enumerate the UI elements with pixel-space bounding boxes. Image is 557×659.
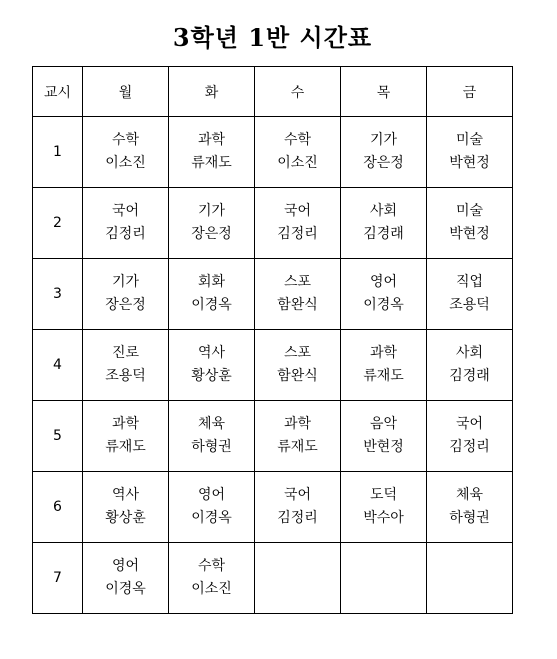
class-cell-fri [427, 472, 513, 543]
timetable-row [33, 188, 513, 259]
teacher-name: 반현정 [363, 439, 404, 455]
class-cell-thu [341, 188, 427, 259]
subject-name: 수학 [283, 132, 312, 148]
teacher-name: 장은정 [105, 297, 146, 313]
teacher-name: 김정리 [105, 226, 146, 242]
period-header: 교시 [33, 67, 83, 117]
subject-name: 역사 [197, 345, 226, 361]
teacher-name: 김경래 [449, 368, 490, 384]
subject-name: 수학 [197, 558, 226, 574]
subject-name: 과학 [197, 132, 226, 148]
teacher-name: 황상훈 [105, 510, 146, 526]
class-cell-mon [83, 330, 169, 401]
class-cell-thu [341, 401, 427, 472]
teacher-name: 박현정 [449, 226, 490, 242]
subject-name: 미술 [455, 203, 484, 219]
period-number: 6 [33, 472, 83, 543]
subject-name: 역사 [111, 487, 140, 503]
subject-name: 영어 [369, 274, 398, 290]
teacher-name: 류재도 [363, 368, 404, 384]
teacher-name: 박현정 [449, 155, 490, 171]
class-cell-mon [83, 117, 169, 188]
subject-name: 국어 [111, 203, 140, 219]
class-cell-thu [341, 330, 427, 401]
timetable [32, 66, 513, 614]
class-cell-tue [169, 401, 255, 472]
period-number: 7 [33, 543, 83, 614]
subject-name: 사회 [369, 203, 398, 219]
teacher-name: 이소진 [105, 155, 146, 171]
timetable-row [33, 543, 513, 614]
class-cell-fri [427, 543, 513, 614]
subject-name: 국어 [455, 416, 484, 432]
subject-name: 회화 [197, 274, 226, 290]
class-cell-fri [427, 117, 513, 188]
class-cell-wed [255, 401, 341, 472]
class-cell-thu [341, 543, 427, 614]
subject-name: 체육 [455, 487, 484, 503]
class-cell-wed [255, 472, 341, 543]
subject-name: 과학 [369, 345, 398, 361]
subject-name: 과학 [111, 416, 140, 432]
timetable-row [33, 330, 513, 401]
period-number: 2 [33, 188, 83, 259]
teacher-name: 이경옥 [191, 297, 232, 313]
class-cell-tue [169, 472, 255, 543]
subject-name: 기가 [369, 132, 398, 148]
class-cell-thu [341, 117, 427, 188]
teacher-name: 이소진 [191, 581, 232, 597]
class-cell-tue [169, 188, 255, 259]
class-cell-mon [83, 259, 169, 330]
subject-name: 직업 [455, 274, 484, 290]
timetable-row [33, 472, 513, 543]
subject-name: 음악 [369, 416, 398, 432]
teacher-name: 이경옥 [363, 297, 404, 313]
page-title: 3학년 1반 시간표 [172, 23, 373, 52]
subject-name: 수학 [111, 132, 140, 148]
teacher-name: 류재도 [191, 155, 232, 171]
timetable-header-row [33, 67, 513, 117]
teacher-name: 이소진 [277, 155, 318, 171]
teacher-name: 이경옥 [191, 510, 232, 526]
teacher-name: 장은정 [191, 226, 232, 242]
teacher-name: 김정리 [277, 510, 318, 526]
class-cell-fri [427, 259, 513, 330]
class-cell-tue [169, 330, 255, 401]
teacher-name: 함완식 [277, 297, 318, 313]
subject-name: 국어 [283, 203, 312, 219]
subject-name: 영어 [197, 487, 226, 503]
subject-name: 기가 [197, 203, 226, 219]
class-cell-mon [83, 472, 169, 543]
period-number: 3 [33, 259, 83, 330]
class-cell-wed [255, 543, 341, 614]
subject-name: 영어 [111, 558, 140, 574]
teacher-name: 이경옥 [105, 581, 146, 597]
teacher-name: 김정리 [449, 439, 490, 455]
class-cell-tue [169, 543, 255, 614]
day-header-fri: 금 [427, 67, 513, 117]
teacher-name: 류재도 [277, 439, 318, 455]
teacher-name: 장은정 [363, 155, 404, 171]
teacher-name: 김정리 [277, 226, 318, 242]
period-number: 1 [33, 117, 83, 188]
class-cell-fri [427, 188, 513, 259]
subject-name: 기가 [111, 274, 140, 290]
class-cell-thu [341, 259, 427, 330]
timetable-row [33, 401, 513, 472]
subject-name: 도덕 [369, 487, 398, 503]
subject-name: 과학 [283, 416, 312, 432]
class-cell-wed [255, 259, 341, 330]
class-cell-fri [427, 330, 513, 401]
subject-name: 스포 [283, 274, 312, 290]
teacher-name: 류재도 [105, 439, 146, 455]
class-cell-fri [427, 401, 513, 472]
teacher-name: 황상훈 [191, 368, 232, 384]
class-cell-wed [255, 330, 341, 401]
teacher-name: 조용덕 [449, 297, 490, 313]
class-cell-tue [169, 117, 255, 188]
day-header-tue: 화 [169, 67, 255, 117]
class-cell-wed [255, 188, 341, 259]
class-cell-mon [83, 188, 169, 259]
period-number: 5 [33, 401, 83, 472]
subject-name: 진로 [111, 345, 140, 361]
period-number: 4 [33, 330, 83, 401]
subject-name: 국어 [283, 487, 312, 503]
teacher-name: 함완식 [277, 368, 318, 384]
class-cell-wed [255, 117, 341, 188]
class-cell-mon [83, 543, 169, 614]
teacher-name: 하형권 [449, 510, 490, 526]
subject-name: 체육 [197, 416, 226, 432]
subject-name: 사회 [455, 345, 484, 361]
teacher-name: 박수아 [363, 510, 404, 526]
teacher-name: 조용덕 [105, 368, 146, 384]
class-cell-mon [83, 401, 169, 472]
teacher-name: 하형권 [191, 439, 232, 455]
timetable-row [33, 259, 513, 330]
day-header-mon: 월 [83, 67, 169, 117]
subject-name: 미술 [455, 132, 484, 148]
class-cell-thu [341, 472, 427, 543]
subject-name: 스포 [283, 345, 312, 361]
day-header-thu: 목 [341, 67, 427, 117]
day-header-wed: 수 [255, 67, 341, 117]
timetable-row [33, 117, 513, 188]
teacher-name: 김경래 [363, 226, 404, 242]
class-cell-tue [169, 259, 255, 330]
timetable-body [33, 117, 513, 614]
